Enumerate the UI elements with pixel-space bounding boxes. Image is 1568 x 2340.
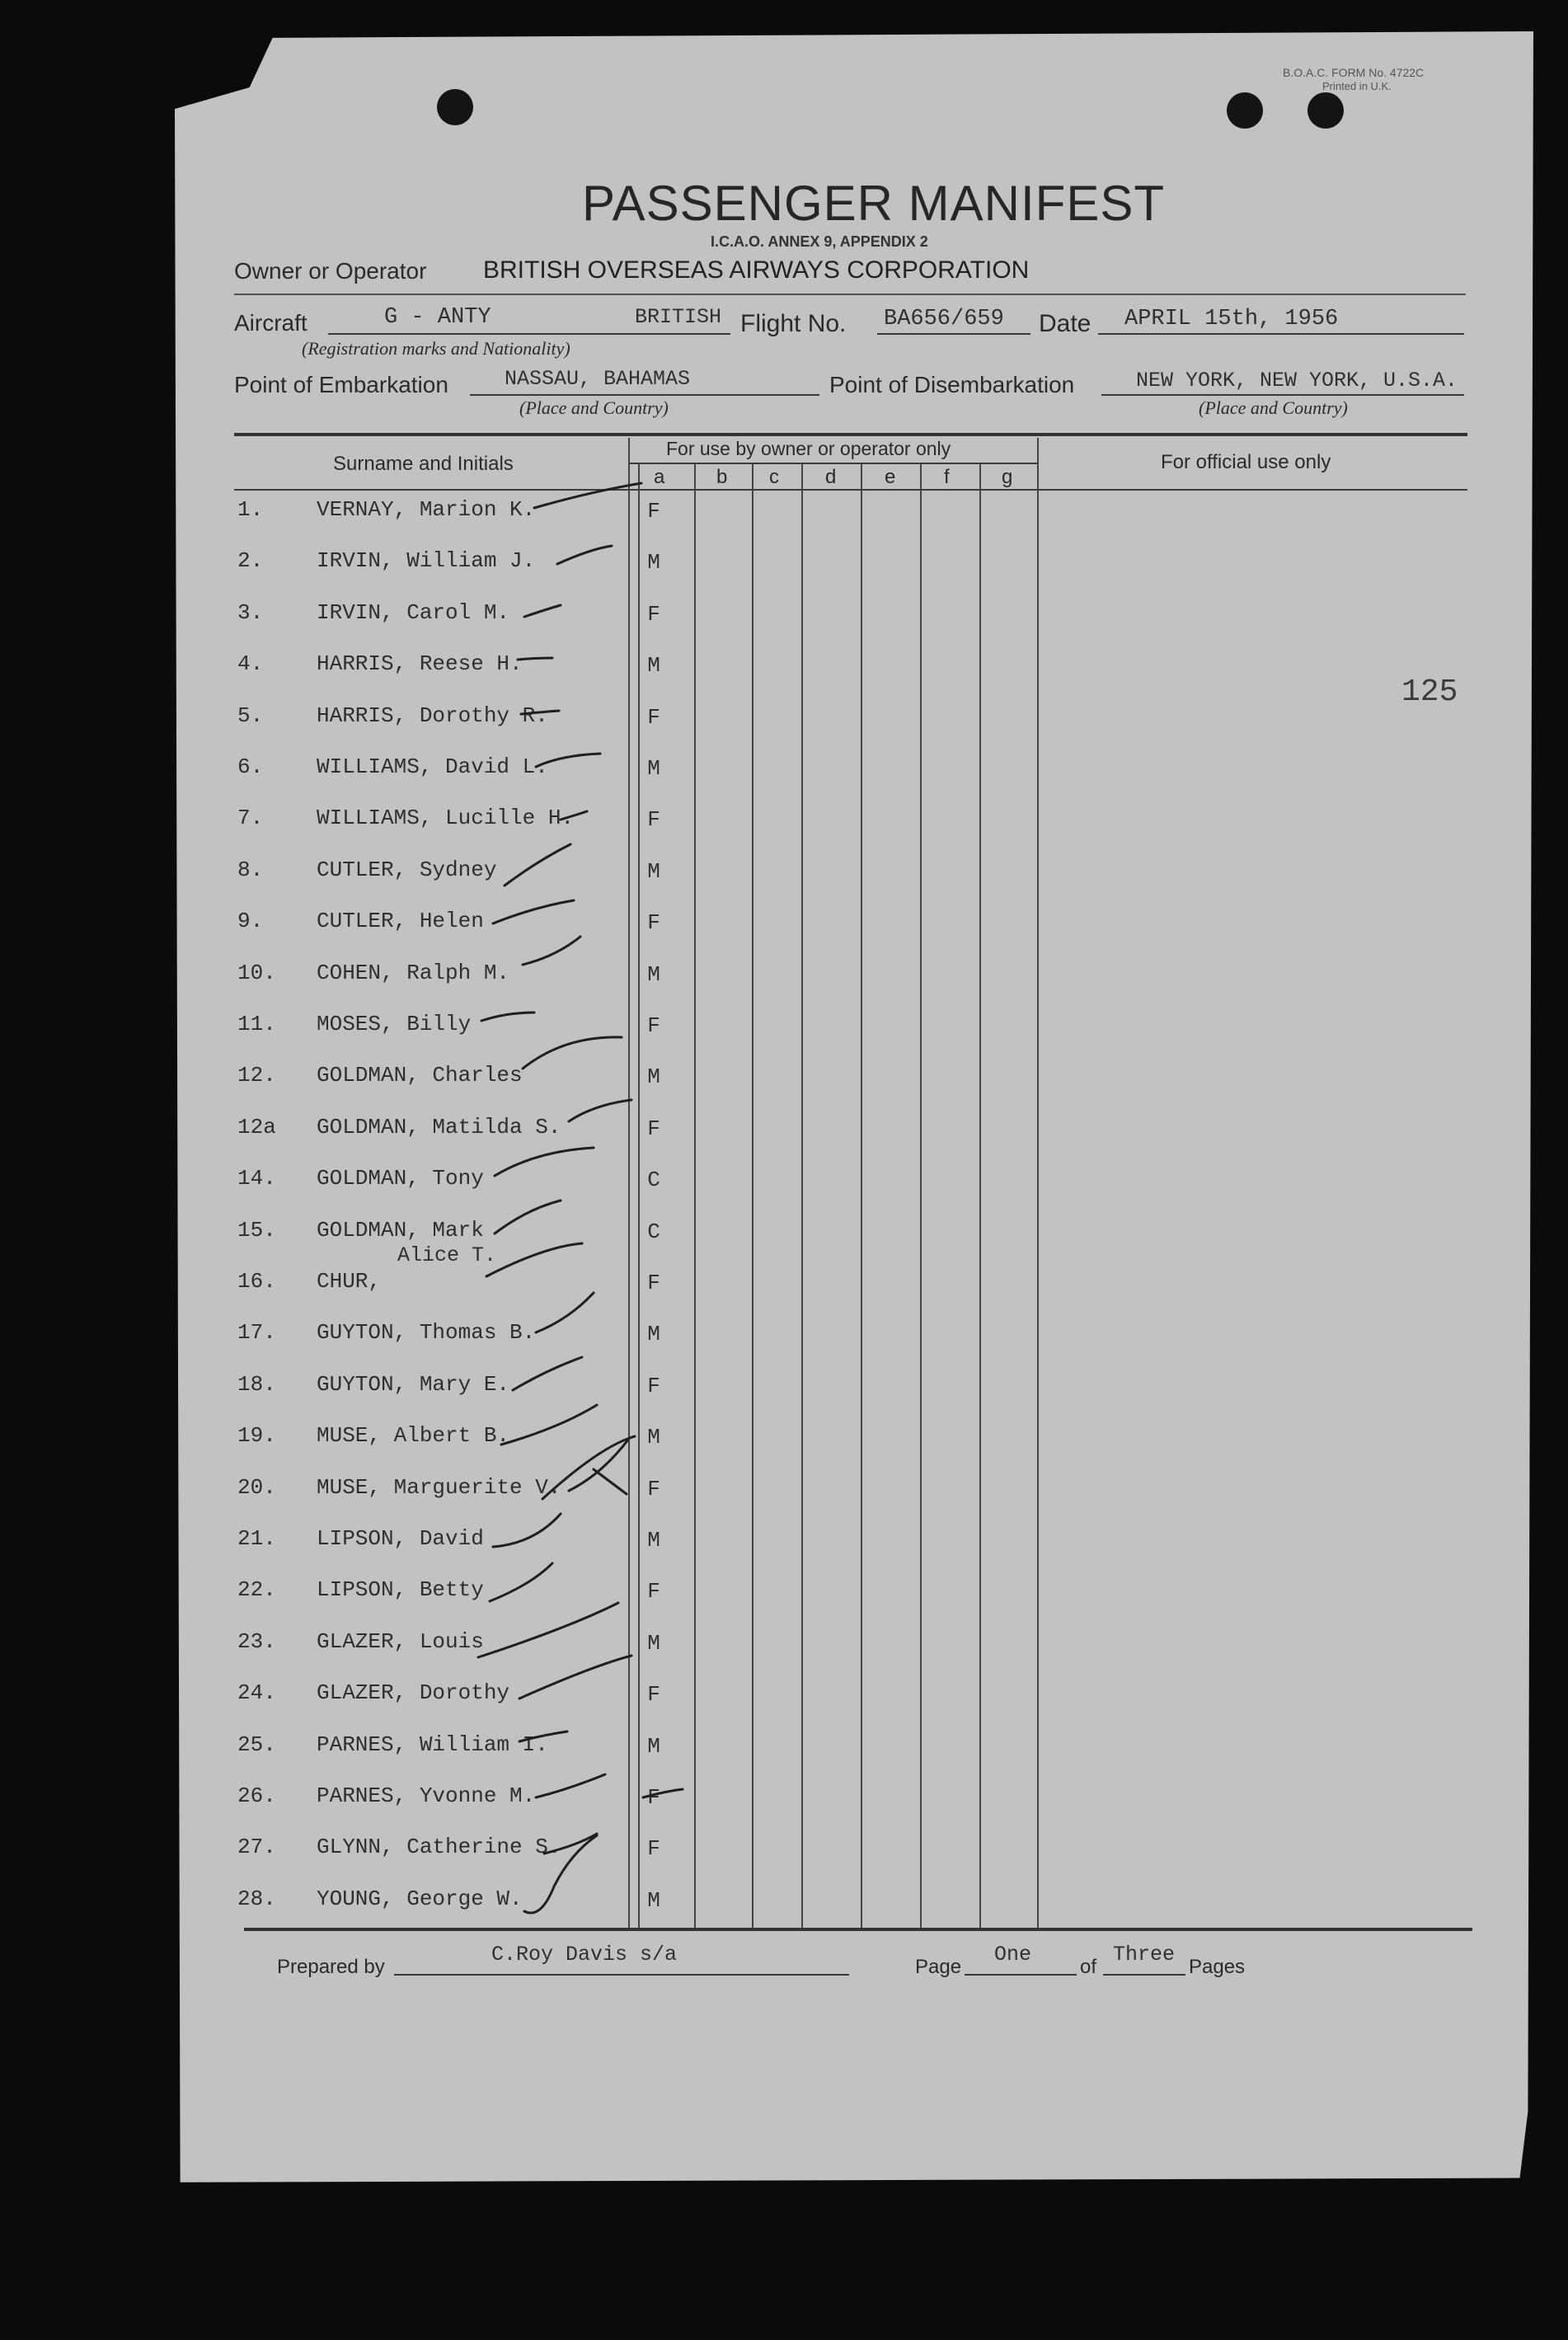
punch-hole-right (1307, 92, 1344, 129)
row-number: 28. (237, 1887, 276, 1911)
column-line (752, 464, 753, 1929)
page-title: PASSENGER MANIFEST (582, 176, 1166, 231)
row-number: 22. (237, 1577, 276, 1602)
row-number: 27. (237, 1835, 276, 1859)
passenger-name: CUTLER, Helen (317, 909, 484, 933)
column-line (628, 438, 630, 1929)
passenger-sex: M (647, 1322, 660, 1346)
page-label: Page (915, 1956, 962, 1978)
passenger-name: MOSES, Billy (317, 1012, 472, 1036)
row-number: 15. (237, 1218, 276, 1243)
passenger-sex: F (647, 1579, 660, 1604)
row-number: 11. (237, 1012, 276, 1036)
passenger-sex: F (647, 602, 660, 627)
passenger-sex: M (647, 1888, 660, 1913)
of-value: Three (1113, 1943, 1176, 1966)
passenger-sex: M (647, 1528, 660, 1553)
passenger-name: CHUR, (317, 1269, 382, 1294)
page-value: One (994, 1943, 1032, 1966)
row-number: 1. (237, 497, 264, 522)
passenger-name: GUYTON, Mary E. (317, 1372, 510, 1397)
passenger-sex: F (647, 1374, 660, 1398)
operator-header: For use by owner or operator only (666, 438, 951, 459)
passenger-name: WILLIAMS, Lucille H. (317, 806, 575, 830)
passenger-name: COHEN, Ralph M. (317, 961, 510, 985)
passenger-name: LIPSON, David (317, 1526, 484, 1551)
row-number: 9. (237, 909, 264, 933)
disembark-note: (Place and Country) (1199, 397, 1348, 418)
table-bottom-rule (244, 1928, 1472, 1931)
prepared-label: Prepared by (277, 1956, 385, 1978)
row-number: 6. (237, 754, 264, 779)
row-number: 12. (237, 1063, 276, 1088)
row-number: 23. (237, 1629, 276, 1654)
row-number: 20. (237, 1475, 276, 1500)
passenger-sex: F (647, 1271, 660, 1295)
row-number: 4. (237, 651, 264, 676)
row-number: 14. (237, 1166, 276, 1191)
passenger-sex: M (647, 962, 660, 987)
aircraft-note: (Registration marks and Nationality) (302, 338, 570, 359)
row-number: 7. (237, 806, 264, 830)
embark-underline (470, 394, 819, 396)
passenger-sex: F (647, 499, 660, 524)
passenger-sex: M (647, 756, 660, 781)
passenger-name: GLAZER, Louis (317, 1629, 484, 1654)
prepared-underline (394, 1974, 849, 1976)
passenger-name: GOLDMAN, Tony (317, 1166, 484, 1191)
passenger-name: PARNES, William I. (317, 1732, 548, 1757)
table-top-rule (234, 433, 1467, 436)
margin-number: 125 (1401, 674, 1458, 710)
row-number: 8. (237, 858, 264, 882)
passenger-sex: M (647, 1064, 660, 1089)
passenger-sex: F (647, 1836, 660, 1861)
flight-underline (877, 333, 1030, 335)
column-letter: g (1002, 466, 1013, 488)
passenger-name: HARRIS, Dorothy R. (317, 703, 548, 728)
passenger-name: VERNAY, Marion K. (317, 497, 536, 522)
passenger-name: MUSE, Albert B. (317, 1423, 510, 1448)
owner-value: BRITISH OVERSEAS AIRWAYS CORPORATION (483, 256, 1030, 284)
owner-label: Owner or Operator (234, 258, 427, 284)
passenger-name: CUTLER, Sydney (317, 858, 497, 882)
aircraft-nationality: BRITISH (635, 305, 722, 329)
row-number: 12a (237, 1115, 276, 1139)
disembark-underline (1101, 394, 1464, 396)
passenger-sex: F (647, 807, 660, 832)
column-letter: c (769, 466, 779, 488)
row-number: 25. (237, 1732, 276, 1757)
row-number: 16. (237, 1269, 276, 1294)
of-label: of (1080, 1956, 1097, 1978)
column-line (979, 464, 981, 1929)
column-letter: b (716, 466, 728, 488)
passenger-name: GOLDMAN, Matilda S. (317, 1115, 561, 1139)
passenger-name: MUSE, Marguerite V. (317, 1475, 561, 1500)
official-header: For official use only (1161, 451, 1331, 473)
column-letter: f (944, 466, 950, 488)
flight-label: Flight No. (740, 310, 847, 337)
flight-number: BA656/659 (884, 307, 1004, 331)
passenger-sex: M (647, 1734, 660, 1759)
passenger-sex: F (647, 1785, 660, 1810)
passenger-name: IRVIN, William J. (317, 548, 536, 573)
row-number: 18. (237, 1372, 276, 1397)
passenger-sex: M (647, 1425, 660, 1450)
passenger-sex: M (647, 859, 660, 884)
passenger-sex: F (647, 910, 660, 935)
row-number: 2. (237, 548, 264, 573)
passenger-sex: F (647, 1682, 660, 1707)
passenger-name: WILLIAMS, David L. (317, 754, 548, 779)
disembark-value: NEW YORK, NEW YORK, U.S.A. (1136, 369, 1458, 392)
passenger-sex: C (647, 1168, 660, 1192)
passenger-sex: M (647, 653, 660, 678)
page-underline (965, 1974, 1077, 1976)
row-number: 5. (237, 703, 264, 728)
passenger-sex: C (647, 1219, 660, 1244)
column-letter: a (654, 466, 665, 488)
passenger-name: YOUNG, George W. (317, 1887, 523, 1911)
printed-in: Printed in U.K. (1322, 80, 1392, 92)
row-number: 17. (237, 1320, 276, 1345)
passenger-sex: M (647, 1631, 660, 1656)
surname-header: Surname and Initials (333, 453, 514, 475)
embark-value: NASSAU, BAHAMAS (505, 367, 691, 391)
disembark-label: Point of Disembarkation (829, 372, 1075, 397)
pages-label: Pages (1189, 1956, 1246, 1978)
passenger-name: GUYTON, Thomas B. (317, 1320, 536, 1345)
column-line (861, 464, 862, 1929)
passenger-sex: F (647, 705, 660, 730)
row-number: 19. (237, 1423, 276, 1448)
aircraft-label: Aircraft (234, 310, 307, 336)
passenger-sex: F (647, 1116, 660, 1141)
column-letter: d (825, 466, 837, 488)
passenger-sex: F (647, 1477, 660, 1501)
prepared-value: C.Roy Davis s/a (491, 1943, 678, 1966)
date-label: Date (1039, 310, 1091, 337)
embark-note: (Place and Country) (519, 397, 669, 418)
aircraft-registration: G - ANTY (384, 305, 491, 330)
column-line (694, 464, 696, 1929)
row-number: 26. (237, 1783, 276, 1808)
column-letter: e (885, 466, 896, 488)
date-value: APRIL 15th, 1956 (1124, 307, 1339, 331)
owner-underline (234, 294, 1466, 295)
passenger-sex: F (647, 1013, 660, 1038)
row-number: 21. (237, 1526, 276, 1551)
passenger-name: GOLDMAN, Charles (317, 1063, 523, 1088)
punch-hole-left (437, 89, 473, 125)
column-line (920, 464, 922, 1929)
date-underline (1098, 333, 1464, 335)
column-line (638, 464, 640, 1929)
passenger-name: PARNES, Yvonne M. (317, 1783, 536, 1808)
passenger-name: GLYNN, Catherine S. (317, 1835, 561, 1859)
row-number: 3. (237, 600, 264, 625)
column-line (1037, 438, 1039, 1929)
passenger-name: IRVIN, Carol M. (317, 600, 510, 625)
passenger-name: GLAZER, Dorothy (317, 1680, 510, 1705)
row-number: 10. (237, 961, 276, 985)
interlinear-note: Alice T. (397, 1243, 497, 1267)
embark-label: Point of Embarkation (234, 372, 448, 397)
column-line (801, 464, 803, 1929)
row-number: 24. (237, 1680, 276, 1705)
passenger-name: LIPSON, Betty (317, 1577, 484, 1602)
page-subtitle: I.C.A.O. ANNEX 9, APPENDIX 2 (711, 233, 928, 250)
table-header-rule (234, 489, 1467, 491)
form-number: B.O.A.C. FORM No. 4722C (1283, 66, 1425, 79)
of-underline (1103, 1974, 1185, 1976)
passenger-name: GOLDMAN, Mark (317, 1218, 484, 1243)
operator-header-rule (628, 463, 1037, 464)
passenger-name: HARRIS, Reese H. (317, 651, 523, 676)
punch-hole-middle (1227, 92, 1263, 129)
aircraft-underline (328, 333, 730, 335)
passenger-sex: M (647, 550, 660, 575)
